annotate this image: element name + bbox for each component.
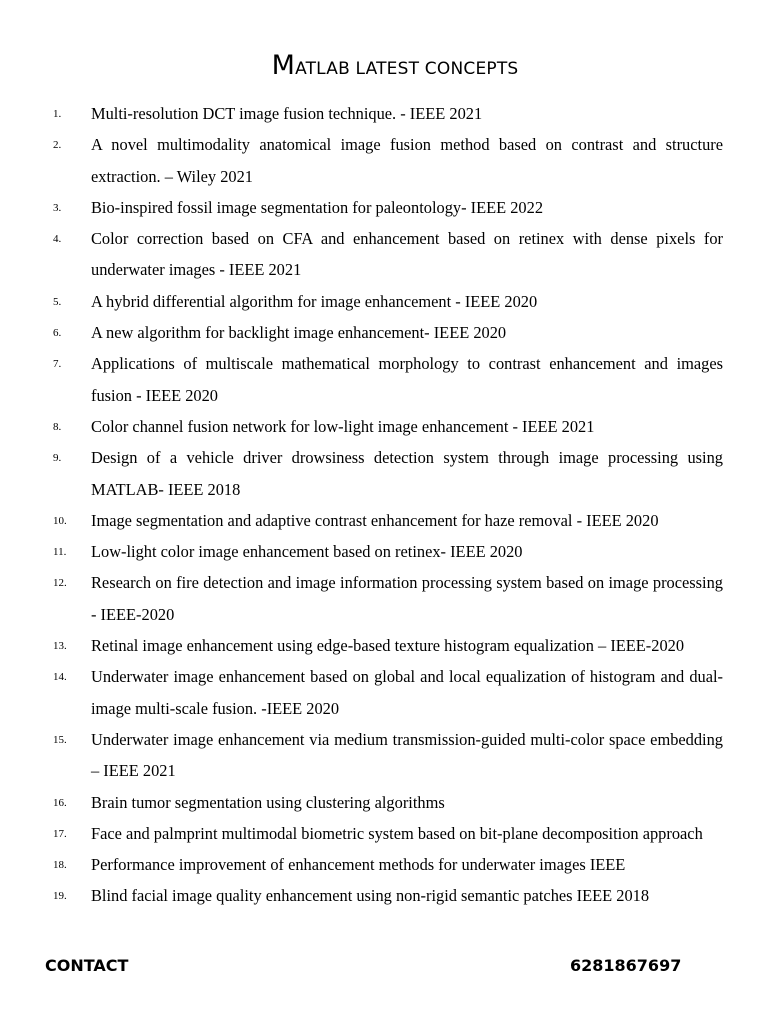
list-item-number: 6. <box>53 327 62 340</box>
list-item-text: A new algorithm for backlight image enhancement- IEEE 2020 <box>91 323 507 343</box>
list-item-number: 5. <box>53 295 62 308</box>
list-item <box>0 567 723 630</box>
list-item <box>0 317 723 348</box>
concept-list <box>0 98 768 912</box>
list-item-text: Retinal image enhancement using edge-based texture histogram equalization – IEEE-2020 <box>91 636 685 656</box>
list-item-text: Image segmentation and adaptive contrast enhancement for haze removal - IEEE 2020 <box>91 510 659 530</box>
list-item <box>0 849 723 880</box>
list-item-text: Underwater image enhancement based on global and local equalization of histogram and dual-image multi-scale fusion. -IEEE 2020 <box>91 667 723 718</box>
list-item <box>0 818 723 849</box>
page-title <box>0 50 768 81</box>
list-item <box>0 286 723 317</box>
list-item <box>0 787 723 818</box>
list-item <box>0 192 723 223</box>
list-item-number: 15. <box>53 733 67 746</box>
list-item-number: 10. <box>53 514 67 527</box>
list-item-number: 4. <box>53 233 62 246</box>
list-item-text: Performance improvement of enhancement methods for underwater images IEEE <box>91 855 626 875</box>
list-item <box>0 661 723 724</box>
list-item-text: Bio-inspired fossil image segmentation for paleontology- IEEE 2022 <box>91 197 544 217</box>
list-item <box>0 411 723 442</box>
list-item-number: 17. <box>53 827 67 840</box>
list-item-text: Low-light color image enhancement based on retinex- IEEE 2020 <box>91 542 523 562</box>
list-item-text: A novel multimodality anatomical image fusion method based on contrast and structure extraction. – Wiley 2021 <box>91 135 723 186</box>
list-item-text: Underwater image enhancement via medium transmission-guided multi-color space embedding – IEEE 2021 <box>91 729 723 781</box>
list-item-number: 12. <box>53 577 67 590</box>
list-item-number: 16. <box>53 796 67 809</box>
list-item-text: Face and palmprint multimodal biometric system based on bit-plane decomposition approach <box>91 823 703 843</box>
list-item <box>0 223 723 286</box>
list-item-number: 9. <box>53 452 62 465</box>
list-item <box>0 442 723 505</box>
list-item <box>0 630 723 661</box>
list-item-text: Applications of multiscale mathematical morphology to contrast enhancement and images fusion - IEEE 2020 <box>91 354 723 405</box>
list-item <box>0 348 723 411</box>
list-item-number: 11. <box>53 546 67 559</box>
contact-phone: 6281867697 <box>570 956 682 975</box>
list-item-number: 7. <box>53 358 62 371</box>
title-rest: ATLAB LATEST CONCEPTS <box>295 59 519 79</box>
footer <box>0 956 768 980</box>
list-item-number: 14. <box>53 671 67 684</box>
list-item <box>0 724 723 787</box>
list-item <box>0 536 723 567</box>
list-item <box>0 505 723 536</box>
list-item <box>0 98 723 129</box>
list-item-text: Multi-resolution DCT image fusion technique. - IEEE 2021 <box>91 104 483 123</box>
list-item-text: Color correction based on CFA and enhancement based on retinex with dense pixels for underwater images - IEEE 2021 <box>91 229 723 280</box>
list-item-number: 13. <box>53 640 67 653</box>
list-item-number: 3. <box>53 201 62 214</box>
list-item-number: 19. <box>53 890 67 903</box>
list-item-number: 18. <box>53 859 67 872</box>
list-item-text: Design of a vehicle driver drowsiness detection system through image processing using MATLAB- IEEE 2018 <box>91 448 723 499</box>
list-item-text: Color channel fusion network for low-light image enhancement - IEEE 2021 <box>91 416 595 436</box>
list-item <box>0 129 723 192</box>
title-initial: M <box>271 50 296 81</box>
list-item-text: Brain tumor segmentation using clustering algorithms <box>91 792 445 812</box>
list-item-text: Blind facial image quality enhancement using non-rigid semantic patches IEEE 2018 <box>91 886 650 906</box>
list-item-number: 2. <box>53 139 62 152</box>
list-item-number: 1. <box>53 108 62 120</box>
contact-label: CONTACT <box>45 956 129 975</box>
list-item-number: 8. <box>53 420 62 433</box>
list-item <box>0 880 723 911</box>
list-item-text: Research on fire detection and image information processing system based on image processing - IEEE-2020 <box>91 573 723 624</box>
list-item-text: A hybrid differential algorithm for image enhancement - IEEE 2020 <box>91 291 538 311</box>
